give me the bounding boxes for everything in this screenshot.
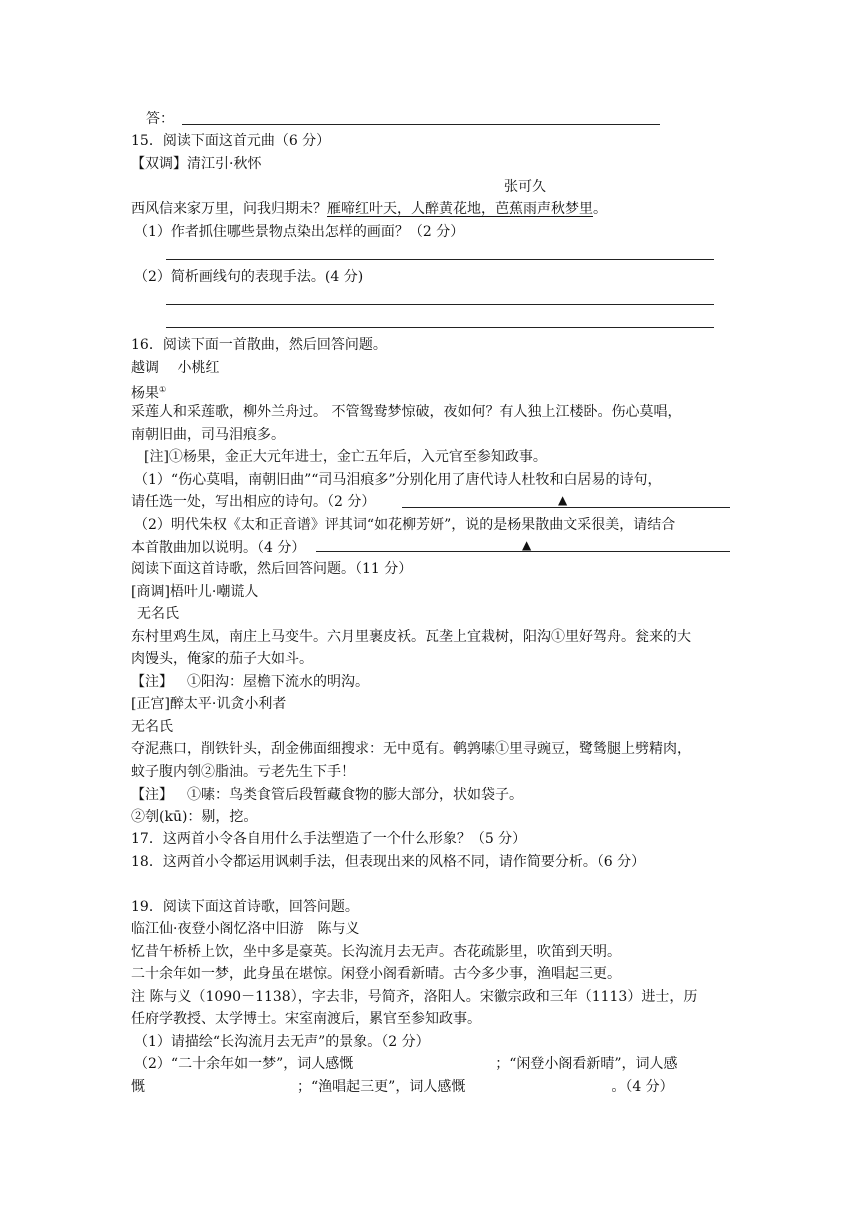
q16-heading: 16．阅读下面一首散曲，然后回答问题。 <box>131 337 387 353</box>
q16-poem-line-2: 南朝旧曲，司马泪痕多。 <box>131 427 285 443</box>
poem2-line-1: 夺泥燕口，削铁针头，刮金佛面细搜求：无中觅有。鹌鹑嗉①里寻豌豆，鹭鸶腿上劈精肉， <box>131 741 691 757</box>
q19-sub2-part-c: 慨 <box>131 1079 145 1095</box>
q19-sub2-part-b: ；“闲登小阁看新晴”，词人感 <box>495 1056 678 1072</box>
q15-poem-line <box>131 198 607 220</box>
poem2-note-1: ①嗉：鸟类食管后段暂藏食物的膨大部分，状如袋子。 <box>187 787 523 803</box>
q19-poem-line-2: 二十余年如一梦，此身虽在堪惊。闲登小阁看新晴。古今多少事，渔唱起三更。 <box>131 966 621 982</box>
q19-sub2-part-e: 。（4 分） <box>611 1079 674 1095</box>
q19-sub2-part-a: （2）“二十余年如一梦”，词人感慨 <box>134 1056 354 1072</box>
poem2-note-label: 【注】 <box>131 787 173 803</box>
poem1-note-text: ①阳沟：屋檐下流水的明沟。 <box>187 674 369 690</box>
poem1-author: 无名氏 <box>137 606 179 622</box>
poem1-title: [商调]梧叶儿·嘲谎人 <box>131 584 259 600</box>
q19-note-line-1: 注 陈与义（1090－1138），字去非，号简齐，洛阳人。宋徽宗政和三年（1113）进士，历 <box>131 989 698 1005</box>
q18-question: 18．这两首小令都运用讽刺手法，但表现出来的风格不同，请作简要分析。（6 分） <box>131 854 646 870</box>
q19-sub2-part-d: ；“渔唱起三更”，词人感慨 <box>297 1079 466 1095</box>
answer-label: 答： <box>146 111 174 127</box>
q19-sub2-line-1 <box>134 1053 678 1075</box>
q17-18-intro: 阅读下面这首诗歌，然后回答问题。（11 分） <box>131 561 413 577</box>
q15-sub1: （1）作者抓住哪些景物点染出怎样的画面？（2 分） <box>134 224 465 240</box>
answer-blank-line[interactable] <box>182 124 660 125</box>
poem2-author: 无名氏 <box>131 719 173 735</box>
q19-poem-line-1: 忆昔午桥桥上饮，坐中多是豪英。长沟流月去无声。杏花疏影里，吹笛到天明。 <box>131 944 621 960</box>
q17-question: 17．这两首小令各自用什么手法塑造了一个什么形象？（5 分） <box>131 831 527 847</box>
q16-sub2-line-1: （2）明代朱权《太和正音谱》评其词“如花柳芳妍”，说的是杨果散曲文采很美，请结合 <box>134 517 676 533</box>
q15-poem-underlined: 雁啼红叶天，人醉黄花地，芭蕉雨声秋梦里 <box>327 201 593 217</box>
q16-author: 杨果 <box>131 385 159 402</box>
q15-poem-end: 。 <box>593 201 607 217</box>
poem2-title: [正宫]醉太平·讥贪小利者 <box>131 696 287 712</box>
q19-poem-title: 临江仙·夜登小阁忆洛中旧游 陈与义 <box>131 921 360 937</box>
q16-sub1-line-2: 请任选一处，写出相应的诗句。（2 分） <box>131 494 376 510</box>
poem1-note-label: 【注】 <box>131 674 173 690</box>
q16-note: [注]①杨果，金正大元年进士，金亡五年后，入元官至参知政事。 <box>144 449 547 465</box>
q15-sub2-answer-line-2[interactable] <box>166 327 714 328</box>
q15-sub2-answer-line-1[interactable] <box>166 304 714 305</box>
q19-heading: 19．阅读下面这首诗歌，回答问题。 <box>131 899 359 915</box>
q16-author-note-mark: ① <box>159 385 167 394</box>
q16-sub1-answer-line[interactable] <box>402 507 730 508</box>
q16-sub1-triangle-marker: ▲ <box>558 493 568 507</box>
q16-tune: 越调 小桃红 <box>131 360 220 376</box>
q15-poem-title: 【双调】清江引·秋怀 <box>131 156 262 172</box>
q16-sub2-triangle-marker: ▲ <box>522 538 532 552</box>
poem1-line-1: 东村里鸡生凤，南庄上马变牛。六月里裹皮袄。瓦垄上宜栽树，阳沟①里好驾舟。瓮来的大 <box>131 629 691 645</box>
q15-sub2: （2）简析画线句的表现手法。(4 分) <box>134 269 364 285</box>
poem1-line-2: 肉馒头，俺家的茄子大如斗。 <box>131 651 313 667</box>
q15-poem-plain: 西风信来家万里，问我归期未？ <box>131 201 327 217</box>
poem2-note-2: ②刳(kū)：剔，挖。 <box>131 809 258 825</box>
q19-note-line-2: 任府学教授、太学博士。宋室南渡后，累官至参知政事。 <box>131 1011 481 1027</box>
q16-sub2-line-2: 本首散曲加以说明。（4 分） <box>131 540 306 556</box>
q15-sub1-answer-line[interactable] <box>166 259 714 260</box>
poem2-note <box>131 784 523 806</box>
q15-heading: 15．阅读下面这首元曲（6 分） <box>131 133 331 149</box>
poem2-line-2: 蚊子腹内刳②脂油。亏老先生下手！ <box>131 764 355 780</box>
q19-sub2-line-2 <box>131 1076 674 1098</box>
q19-sub1: （1）请描绘“长沟流月去无声”的景象。（2 分） <box>134 1034 430 1050</box>
q16-poem-line-1: 采莲人和采莲歌，柳外兰舟过。 不管鸳鸯梦惊破，夜如何？有人独上江楼卧。伤心莫唱， <box>131 404 682 420</box>
q15-author: 张可久 <box>504 179 546 195</box>
q16-sub1-line-1: （1）“伤心莫唱，南朝旧曲”“司马泪痕多”分别化用了唐代诗人杜牧和白居易的诗句， <box>134 472 662 488</box>
poem1-note <box>131 671 369 693</box>
